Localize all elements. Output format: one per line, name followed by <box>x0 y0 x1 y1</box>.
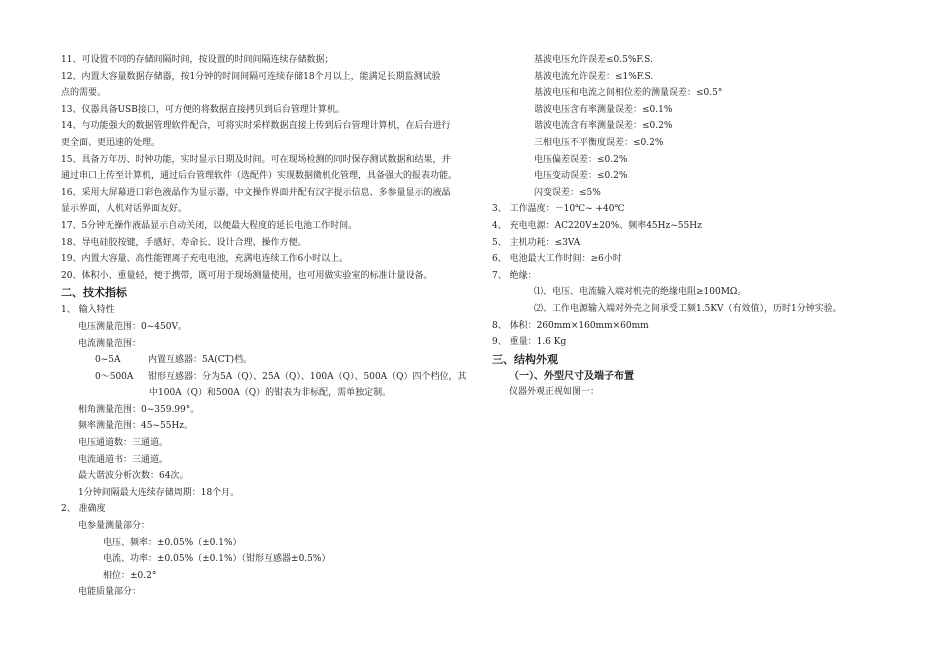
feature-12-cont: 点的需要。 <box>61 88 107 99</box>
left-column <box>61 52 481 601</box>
pq-voltage-deviation: 电压偏差误差：≤0.2% <box>534 154 628 165</box>
pq-fundamental-voltage: 基波电压允许误差≤0.5%F.S. <box>534 55 653 65</box>
right-column <box>492 52 912 400</box>
frequency-range: 频率测量范围：45~55Hz。 <box>78 421 194 432</box>
ct-internal-range: 0~5A <box>95 355 121 366</box>
current-range-title: 电流测量范围： <box>78 338 142 349</box>
ct-clamp-range: 0～500A <box>95 371 134 382</box>
feature-12: 12、内置大容量数据存储器，按1分钟的时间间隔可连续存储18个月以上，能满足长期监测试验 <box>61 71 441 82</box>
voltage-channels: 电压通道数：三通道。 <box>78 438 169 449</box>
max-harmonic: 最大谐波分析次数：64次。 <box>78 471 189 482</box>
pq-harmonic-voltage: 谐波电压含有率测量误差：≤0.1% <box>534 104 673 115</box>
section-3-heading: 三、结构外观 <box>492 352 558 366</box>
ct-clamp-row <box>61 369 481 386</box>
power-quality-title: 电能质量部分： <box>78 587 142 598</box>
spec-battery: 6、 电池最大工作时间：≥6小时 <box>492 254 622 265</box>
elec-param-title: 电参量测量部分： <box>78 521 151 532</box>
feature-17: 17、5分钟无操作液晶显示自动关闭，以便最大程度的延长电池工作时间。 <box>61 220 358 231</box>
feature-15: 15、具备万年历、时钟功能，实时显示日期及时间。可在现场检测的同时保存测试数据和结果，并 <box>61 154 451 165</box>
section-2-heading: 二、技术指标 <box>61 286 127 300</box>
elec-param-current: 电流、功率：±0.05%（±0.1%）（钳形互感器±0.5%） <box>103 554 331 565</box>
insulation-withstand: ⑵、工作电源输入端对外壳之间承受工频1.5KV（有效值），历时1分钟实验。 <box>534 303 842 314</box>
current-channels: 电流通道书：三通道。 <box>78 454 169 465</box>
front-view-text: 仪器外观正视如图一： <box>509 386 600 397</box>
storage-period: 1分钟间隔最大连续存储周期：18个月。 <box>78 487 240 498</box>
feature-14: 14、与功能强大的数据管理软件配合，可将实时采样数据直接上传到后台管理计算机，在后台进行 <box>61 121 451 132</box>
feature-16: 16、采用大屏幕进口彩色液晶作为显示器，中文操作界面并配有汉字提示信息、多参量显示的液晶 <box>61 187 451 198</box>
subsection-heading: （一）、外型尺寸及端子布置 <box>509 370 634 382</box>
spec-size: 8、 体积：260mm×160mm×60mm <box>492 320 649 331</box>
spec-power: 5、 主机功耗：≤3VA <box>492 237 581 248</box>
pq-harmonic-current: 谐波电流含有率测量误差：≤0.2% <box>534 121 673 132</box>
feature-19: 19、内置大容量、高性能锂离子充电电池，充满电连续工作6小时以上。 <box>61 254 349 265</box>
pq-fundamental-current: 基波电流允许误差：≤1%F.S. <box>534 71 654 82</box>
pq-flicker: 闪变误差：≤5% <box>534 187 601 198</box>
feature-20: 20、体积小、重量轻，便于携带，既可用于现场测量使用，也可用做实验室的标准计量设备。 <box>61 270 433 281</box>
spec-insulation-title: 7、 绝缘： <box>492 270 537 281</box>
spec-temperature: 3、 工作温度：－10℃~ +40℃ <box>492 204 625 215</box>
pq-phase-error: 基波电压和电流之间相位差的测量误差：≤0.5° <box>534 88 723 99</box>
spec-charger: 4、 充电电源：AC220V±20%、频率45Hz~55Hz <box>492 220 702 231</box>
feature-15-cont: 通过串口上传至计算机，通过后台管理软件（选配件）实现数据微机化管理，具备强大的报表功能。 <box>61 171 458 182</box>
ct-internal-desc: 内置互感器：5A(CT)档。 <box>148 355 253 366</box>
elec-param-phase: 相位：±0.2° <box>103 570 157 581</box>
ct-clamp-desc: 钳形互感器：分为5A（Q）、25A（Q）、100A（Q）、500A（Q）四个档位，其 <box>148 371 467 382</box>
accuracy-title: 2、 准确度 <box>61 504 106 515</box>
feature-11: 11、可设置不同的存储间隔时间，按设置的时间间隔连续存储数据； <box>61 55 334 65</box>
ct-internal-row <box>61 352 481 369</box>
input-characteristics-title: 1、 输入特性 <box>61 305 115 316</box>
pq-voltage-fluctuation: 电压变动误差：≤0.2% <box>534 171 628 182</box>
feature-18: 18、导电硅胶按键，手感好、寿命长、设计合理、操作方便。 <box>61 237 307 248</box>
insulation-resistance: ⑴、电压、电流输入端对机壳的绝缘电阻≥100MΩ。 <box>534 287 747 298</box>
voltage-range: 电压测量范围：0~450V。 <box>78 321 187 332</box>
feature-14-cont: 更全面、更迅速的处理。 <box>61 137 161 148</box>
pq-unbalance: 三相电压不平衡度误差：≤0.2% <box>534 137 664 148</box>
feature-16-cont: 显示界面，人机对话界面友好。 <box>61 204 188 215</box>
spec-weight: 9、 重量：1.6 Kg <box>492 337 567 348</box>
feature-13: 13、仪器具备USB接口，可方便的将数据直接拷贝到后台管理计算机。 <box>61 104 345 115</box>
phase-range: 相角测量范围：0~359.99°。 <box>78 404 200 415</box>
elec-param-voltage: 电压、频率：±0.05%（±0.1%） <box>103 537 242 548</box>
ct-clamp-desc-cont: 中100A（Q）和500A（Q）的钳表为非标配，需单独定制。 <box>149 388 392 399</box>
